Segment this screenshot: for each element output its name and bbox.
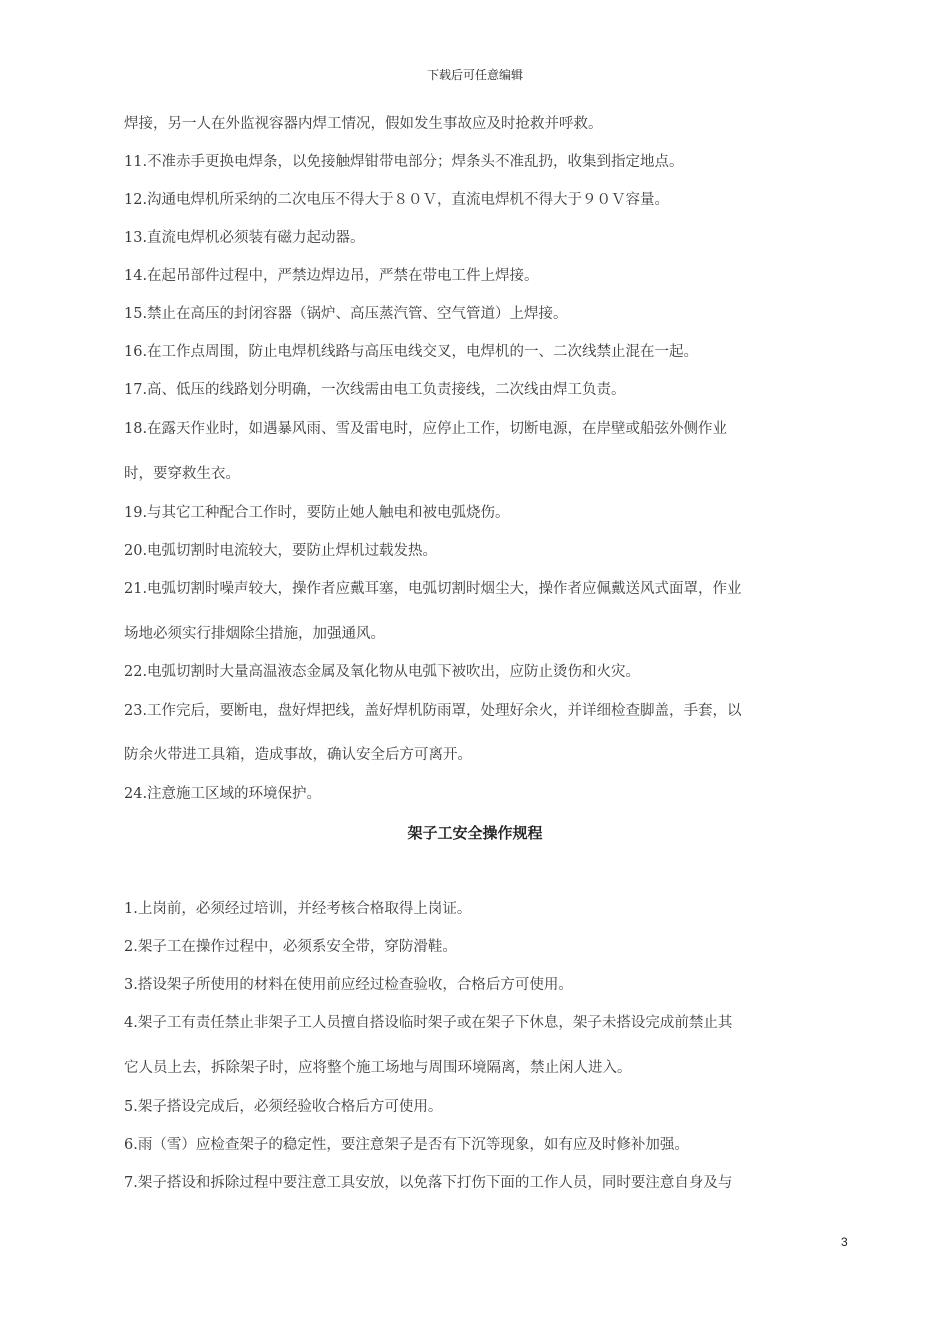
body-line: 时，要穿救生衣。: [124, 466, 240, 482]
body-line: 7.架子搭设和拆除过程中要注意工具安放，以免落下打伤下面的工作人员，同时要注意自身及与: [124, 1175, 733, 1191]
body-line: 22.电弧切割时大量高温液态金属及氧化物从电弧下被吹出，应防止烫伤和火灾。: [124, 664, 641, 680]
body-line: 5.架子搭设完成后，必须经验收合格后方可使用。: [124, 1099, 443, 1115]
body-line: 11.不准赤手更换电焊条，以免接触焊钳带电部分；焊条头不准乱扔，收集到指定地点。: [124, 154, 684, 170]
body-line: 23.工作完后，要断电，盘好焊把线，盖好焊机防雨罩，处理好余火，并详细检查脚盖，手套，以: [124, 703, 742, 719]
body-line: 15.禁止在高压的封闭容器（锅炉、高压蒸汽管、空气管道）上焊接。: [124, 306, 568, 322]
body-line: 18.在露天作业时，如遇暴风雨、雪及雷电时，应停止工作，切断电源，在岸壁或船弦外侧作业: [124, 421, 728, 437]
page-number: 3: [841, 1235, 848, 1249]
body-line: 13.直流电焊机必须装有磁力起动器。: [124, 230, 365, 246]
body-line: 20.电弧切割时电流较大，要防止焊机过载发热。: [124, 543, 438, 559]
body-line: 4.架子工有责任禁止非架子工人员擅自搭设临时架子或在架子下休息，架子未搭设完成前禁止其: [124, 1015, 733, 1031]
section-title: 架子工安全操作规程: [407, 824, 543, 842]
body-line: 21.电弧切割时噪声较大，操作者应戴耳塞，电弧切割时烟尘大，操作者应佩戴送风式面罩，作业: [124, 581, 742, 597]
body-line: 24.注意施工区域的环境保护。: [124, 786, 322, 802]
body-line: 它人员上去，拆除架子时，应将整个施工场地与周围环境隔离，禁止闲人进入。: [124, 1060, 632, 1076]
body-line: 14.在起吊部件过程中，严禁边焊边吊，严禁在带电工件上焊接。: [124, 268, 539, 284]
body-line: 1.上岗前，必须经过培训，并经考核合格取得上岗证。: [124, 901, 472, 917]
body-line: 3.搭设架子所使用的材料在使用前应经过检查验收，合格后方可使用。: [124, 977, 573, 993]
body-line: 场地必须实行排烟除尘措施，加强通风。: [124, 626, 385, 642]
body-line: 16.在工作点周围，防止电焊机线路与高压电线交叉，电焊机的一、二次线禁止混在一起。: [124, 344, 699, 360]
body-line: 2.架子工在操作过程中，必须系安全带，穿防滑鞋。: [124, 939, 457, 955]
body-line: 6.雨（雪）应检查架子的稳定性，要注意架子是否有下沉等现象，如有应及时修补加强。: [124, 1137, 689, 1153]
body-line: 防余火带进工具箱，造成事故，确认安全后方可离开。: [124, 747, 472, 763]
body-line: 焊接，另一人在外监视容器内焊工情况，假如发生事故应及时抢救并呼救。: [124, 116, 603, 132]
body-line: 19.与其它工种配合工作时，要防止她人触电和被电弧烧伤。: [124, 505, 510, 521]
page-header: 下载后可任意编辑: [426, 68, 523, 82]
body-line: 17.高、低压的线路划分明确，一次线需由电工负责接线，二次线由焊工负责。: [124, 382, 626, 398]
body-line: 12.沟通电焊机所采纳的二次电压不得大于８０Ｖ，直流电焊机不得大于９０Ｖ容量。: [124, 192, 670, 208]
